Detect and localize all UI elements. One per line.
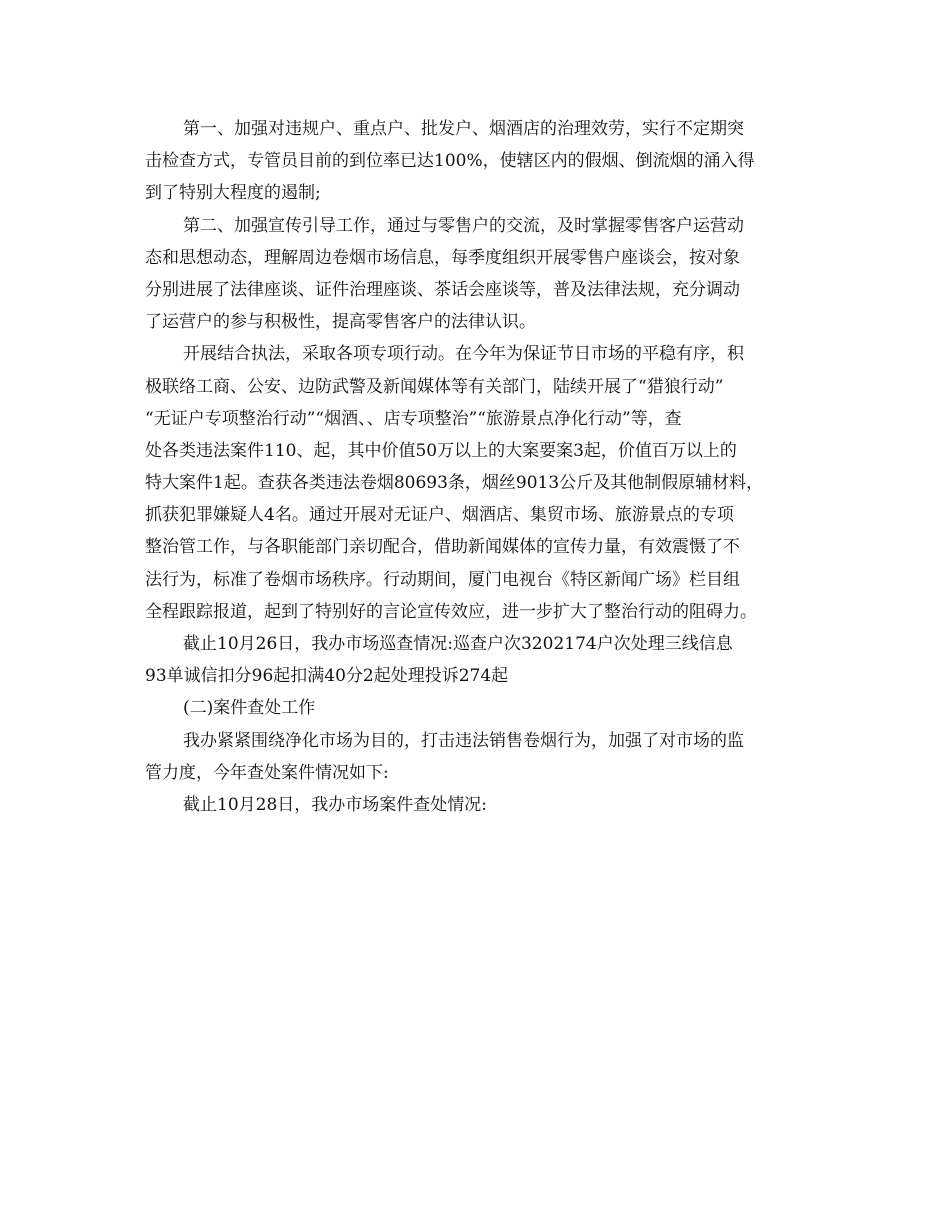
text-line: 极联络工商、公安、边防武警及新闻媒体等有关部门，陆续开展了“猎狼行动” bbox=[145, 376, 724, 397]
document-body bbox=[145, 113, 810, 821]
text-line: 到了特别大程度的遏制; bbox=[145, 183, 321, 204]
text-line: “无证户专项整治行动”“烟酒、、店专项整治”“旅游景点净化行动”等，查 bbox=[145, 408, 682, 429]
text-line: 特大案件1起。查获各类违法卷烟80693条，烟丝9013公斤及其他制假原辅材料， bbox=[145, 473, 764, 494]
section-heading-text: (二)案件查处工作 bbox=[183, 698, 316, 719]
paragraph-1 bbox=[145, 113, 810, 210]
text-line: 法行为，标准了卷烟市场秩序。行动期间，厦门电视台《特区新闻广场》栏目组 bbox=[145, 569, 740, 590]
text-line: 第二、加强宣传引导工作，通过与零售户的交流，及时掌握零售客户运营动 bbox=[183, 215, 744, 236]
text-line: 抓获犯罪嫌疑人4名。通过开展对无证户、烟酒店、集贸市场、旅游景点的专项 bbox=[145, 505, 734, 526]
text-line: 整治管工作，与各职能部门亲切配合，借助新闻媒体的宣传力量，有效震慑了不 bbox=[145, 537, 740, 558]
paragraph-4 bbox=[145, 628, 810, 692]
text-line: 全程跟踪报道，起到了特别好的言论宣传效应，进一步扩大了整治行动的阻碍力。 bbox=[145, 601, 757, 622]
section-heading bbox=[145, 692, 810, 724]
text-line: 击检查方式，专管员目前的到位率已达100%，使辖区内的假烟、倒流烟的涌入得 bbox=[145, 151, 755, 172]
text-line: 截止10月28日，我办市场案件查处情况: bbox=[183, 794, 487, 815]
text-line: 开展结合执法，采取各项专项行动。在今年为保证节日市场的平稳有序，积 bbox=[183, 344, 744, 365]
text-line: 第一、加强对违规户、重点户、批发户、烟酒店的治理效劳，实行不定期突 bbox=[183, 119, 744, 139]
paragraph-6 bbox=[145, 725, 810, 789]
paragraph-3 bbox=[145, 338, 810, 628]
text-line: 管力度，今年查处案件情况如下: bbox=[145, 762, 389, 783]
text-line: 截止10月26日，我办市场巡查情况:巡查户次3202174户次处理三线信息 bbox=[183, 634, 733, 654]
text-line: 我办紧紧围绕净化市场为目的，打击违法销售卷烟行为，加强了对市场的监 bbox=[183, 730, 744, 751]
text-line: 处各类违法案件110、起，其中价值50万以上的大案要案3起，价值百万以上的 bbox=[145, 440, 737, 461]
paragraph-2 bbox=[145, 210, 810, 339]
text-line: 态和思想动态，理解周边卷烟市场信息，每季度组织开展零售户座谈会，按对象 bbox=[145, 247, 740, 268]
text-line: 93单诚信扣分96起扣满40分2起处理投诉274起 bbox=[145, 666, 509, 687]
text-line: 分别进展了法律座谈、证件治理座谈、茶话会座谈等，普及法律法规，充分调动 bbox=[145, 279, 740, 300]
text-line: 了运营户的参与积极性，提高零售客户的法律认识。 bbox=[145, 312, 536, 333]
paragraph-7 bbox=[145, 789, 810, 821]
